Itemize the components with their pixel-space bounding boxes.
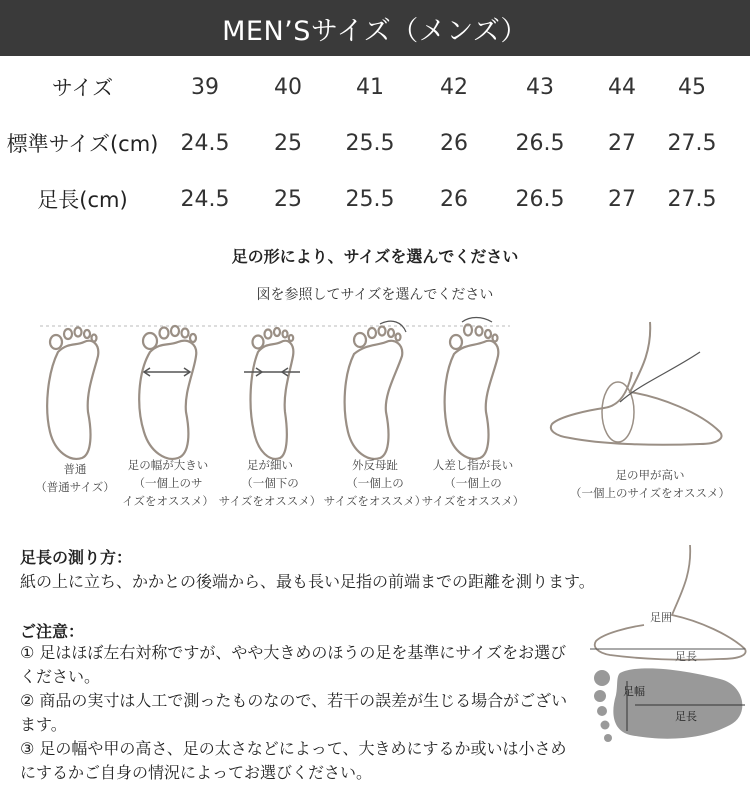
length-label: 足長 xyxy=(675,650,697,663)
foot-wide-icon xyxy=(139,326,196,459)
size-cell: 24.5 xyxy=(180,187,230,212)
foot-caption: 人差し指が長い （一個上の サイズをオススメ） xyxy=(421,458,525,508)
size-cell: 27.5 xyxy=(667,131,717,156)
foot-type-illustrations xyxy=(0,312,750,472)
row-label: 足長(cm) xyxy=(37,188,128,212)
size-cell: 25.5 xyxy=(345,187,395,212)
row-label: サイズ xyxy=(51,76,114,100)
foot-caption: 足の幅が大きい （一個上のサ イズをオススメ） xyxy=(122,458,214,508)
size-cell: 40 xyxy=(274,75,302,100)
size-cell: 27 xyxy=(608,187,636,212)
measure-body: 紙の上に立ち、かかとの後端から、最も長い足指の前端までの距離を測ります。 xyxy=(20,572,595,591)
size-row xyxy=(0,172,750,228)
foot-type-title: 足の形により、サイズを選んでください xyxy=(231,247,519,266)
measurement-diagram xyxy=(580,545,750,795)
foot-normal-icon xyxy=(47,328,98,459)
row-label: 標準サイズ(cm) xyxy=(6,132,159,156)
size-cell: 25 xyxy=(274,131,302,156)
size-cell: 26 xyxy=(440,131,468,156)
size-cell: 27.5 xyxy=(667,187,717,212)
foot-type-subtitle: 図を参照してサイズを選んでください xyxy=(256,287,494,303)
size-cell: 39 xyxy=(191,75,219,100)
notes-title: ご注意： xyxy=(20,622,85,641)
size-cell: 45 xyxy=(678,75,706,100)
note-item: ② 商品の実寸は人工で測ったものなので、若干の誤差が生じる場合がございます。 xyxy=(20,691,568,734)
note-item: ① 足はほぼ左右対称ですが、やや大きめのほうの足を基準にサイズをお選びください。 xyxy=(20,643,567,686)
foot-caption: 普通 （普通サイズ） xyxy=(35,462,115,494)
note-item: ③ 足の幅や甲の高さ、足の太さなどによって、大きめにするか或いは小さめにするかご自身の情況によってお選びください。 xyxy=(20,739,567,782)
foot-caption: 足が細い （一個下の サイズをオススメ） xyxy=(218,458,322,508)
arrow-icon xyxy=(144,368,190,376)
title-banner xyxy=(0,0,750,56)
size-cell: 25 xyxy=(274,187,302,212)
foot-bunion-icon xyxy=(345,321,406,459)
size-cell: 26 xyxy=(440,187,468,212)
width-label: 足幅 xyxy=(623,685,645,698)
size-cell: 41 xyxy=(356,75,384,100)
size-cell: 44 xyxy=(608,75,636,100)
foot-high-instep-icon xyxy=(551,322,722,445)
size-cell: 24.5 xyxy=(180,131,230,156)
girth-label: 足囲 xyxy=(650,611,672,624)
size-cell: 43 xyxy=(526,75,554,100)
foot-long-toe-icon xyxy=(445,318,499,459)
foot-narrow-icon xyxy=(251,328,294,459)
length-label: 足長 xyxy=(675,710,697,723)
size-cell: 26.5 xyxy=(515,187,565,212)
size-cell: 27 xyxy=(608,131,636,156)
foot-caption: 足の甲が高い （一個上のサイズをオススメ） xyxy=(570,468,730,500)
foot-caption: 外反母趾 （一個上の サイズをオススメ） xyxy=(323,458,427,508)
measure-title: 足長の測り方： xyxy=(20,548,133,567)
size-cell: 26.5 xyxy=(515,131,565,156)
size-row xyxy=(0,60,750,116)
size-cell: 25.5 xyxy=(345,131,395,156)
size-row xyxy=(0,116,750,172)
page-title: MEN’Sサイズ（メンズ） xyxy=(222,15,528,47)
size-cell: 42 xyxy=(440,75,468,100)
